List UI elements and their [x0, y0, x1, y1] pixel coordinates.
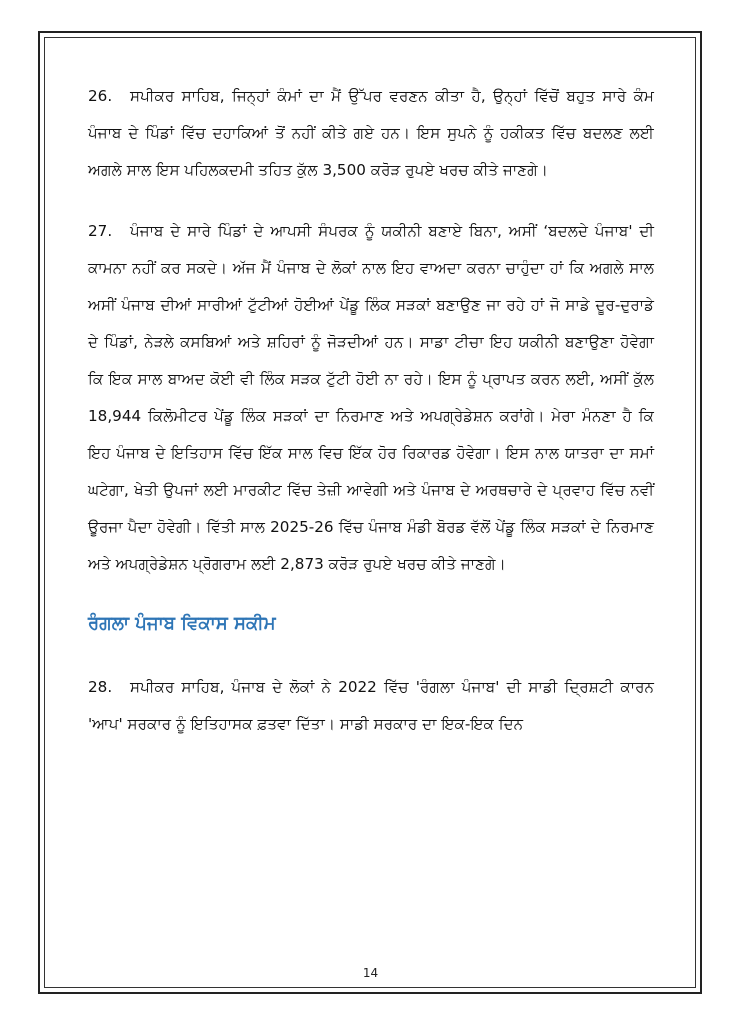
paragraph-27	[88, 213, 654, 583]
paragraph-number: 27.	[88, 222, 113, 240]
paragraph-number: 26.	[88, 87, 113, 105]
paragraph-26	[88, 78, 654, 189]
section-heading: ਰੰਗਲਾ ਪੰਜਾਬ ਵਿਕਾਸ ਸਕੀਮ	[88, 613, 276, 634]
paragraph-28	[88, 669, 654, 743]
paragraph-text: ਸਪੀਕਰ ਸਾਹਿਬ, ਜਿਨ੍ਹਾਂ ਕੰਮਾਂ ਦਾ ਮੈਂ ਉੱਪਰ ਵਰਣਨ ਕੀਤਾ ਹੈ, ਉਨ੍ਹਾਂ ਵਿੱਚੋਂ ਬਹੁਤ ਸਾਰੇ ਕੰਮ ਪੰਜਾਬ ਦੇ ਪਿੰਡਾਂ ਵਿੱਚ ਦਹਾਕਿਆਂ ਤੋਂ ਨਹੀਂ ਕੀਤੇ ਗਏ ਹਨ। ਇਸ ਸੁਪਨੇ ਨੂੰ ਹਕੀਕਤ ਵਿੱਚ ਬਦਲਣ ਲਈ ਅਗਲੇ ਸਾਲ ਇਸ ਪਹਿਲਕਦਮੀ ਤਹਿਤ ਕੁੱਲ 3,500 ਕਰੋੜ ਰੁਪਏ ਖਰਚ ਕੀਤੇ ਜਾਣਗੇ।	[88, 87, 654, 179]
paragraph-number: 28.	[88, 678, 113, 696]
paragraph-text: ਸਪੀਕਰ ਸਾਹਿਬ, ਪੰਜਾਬ ਦੇ ਲੋਕਾਂ ਨੇ 2022 ਵਿੱਚ 'ਰੰਗਲਾ ਪੰਜਾਬ' ਦੀ ਸਾਡੀ ਦ੍ਰਿਸ਼ਟੀ ਕਾਰਨ 'ਆਪ' ਸਰਕਾਰ ਨੂੰ ਇਤਿਹਾਸਕ ਫ਼ਤਵਾ ਦਿੱਤਾ। ਸਾਡੀ ਸਰਕਾਰ ਦਾ ਇਕ-ਇਕ ਦਿਨ	[88, 678, 654, 733]
page-number: 14	[362, 966, 379, 980]
paragraph-text: ਪੰਜਾਬ ਦੇ ਸਾਰੇ ਪਿੰਡਾਂ ਦੇ ਆਪਸੀ ਸੰਪਰਕ ਨੂੰ ਯਕੀਨੀ ਬਣਾਏ ਬਿਨਾ, ਅਸੀਂ ‘ਬਦਲਦੇ ਪੰਜਾਬ' ਦੀ ਕਾਮਨਾ ਨਹੀਂ ਕਰ ਸਕਦੇ। ਅੱਜ ਮੈਂ ਪੰਜਾਬ ਦੇ ਲੋਕਾਂ ਨਾਲ ਇਹ ਵਾਅਦਾ ਕਰਨਾ ਚਾਹੁੰਦਾ ਹਾਂ ਕਿ ਅਗਲੇ ਸਾਲ ਅਸੀਂ ਪੰਜਾਬ ਦੀਆਂ ਸਾਰੀਆਂ ਟੁੱਟੀਆਂ ਹੋਈਆਂ ਪੇਂਡੂ ਲਿੰਕ ਸੜਕਾਂ ਬਣਾਉਣ ਜਾ ਰਹੇ ਹਾਂ ਜੋ ਸਾਡੇ ਦੂਰ-ਦੁਰਾਡੇ ਦੇ ਪਿੰਡਾਂ, ਨੇੜਲੇ ਕਸਬਿਆਂ ਅਤੇ ਸ਼ਹਿਰਾਂ ਨੂੰ ਜੋੜਦੀਆਂ ਹਨ। ਸਾਡਾ ਟੀਚਾ ਇਹ ਯਕੀਨੀ ਬਣਾਉਣਾ ਹੋਵੇਗਾ ਕਿ ਇਕ ਸਾਲ ਬਾਅਦ ਕੋਈ ਵੀ ਲਿੰਕ ਸੜਕ ਟੁੱਟੀ ਹੋਈ ਨਾ ਰਹੇ। ਇਸ ਨੂੰ ਪ੍ਰਾਪਤ ਕਰਨ ਲਈ, ਅਸੀਂ ਕੁੱਲ 18,944 ਕਿਲੋਮੀਟਰ ਪੇਂਡੂ ਲਿੰਕ ਸੜਕਾਂ ਦਾ ਨਿਰਮਾਣ ਅਤੇ ਅਪਗ੍ਰੇਡੇਸ਼ਨ ਕਰਾਂਗੇ। ਮੇਰਾ ਮੰਨਣਾ ਹੈ ਕਿ ਇਹ ਪੰਜਾਬ ਦੇ ਇਤਿਹਾਸ ਵਿੱਚ ਇੱਕ ਸਾਲ ਵਿਚ ਇੱਕ ਹੋਰ ਰਿਕਾਰਡ ਹੋਵੇਗਾ। ਇਸ ਨਾਲ ਯਾਤਰਾ ਦਾ ਸਮਾਂ ਘਟੇਗਾ, ਖੇਤੀ ਉਪਜਾਂ ਲਈ ਮਾਰਕੀਟ ਵਿੱਚ ਤੇਜ਼ੀ ਆਵੇਗੀ ਅਤੇ ਪੰਜਾਬ ਦੇ ਅਰਥਚਾਰੇ ਦੇ ਪ੍ਰਵਾਹ ਵਿੱਚ ਨਵੀਂ ਊਰਜਾ ਪੈਦਾ ਹੋਵੇਗੀ। ਵਿੱਤੀ ਸਾਲ 2025-26 ਵਿੱਚ ਪੰਜਾਬ ਮੰਡੀ ਬੋਰਡ ਵੱਲੋਂ ਪੇਂਡੂ ਲਿੰਕ ਸੜਕਾਂ ਦੇ ਨਿਰਮਾਣ ਅਤੇ ਅਪਗ੍ਰੇਡੇਸ਼ਨ ਪ੍ਰੋਗਰਾਮ ਲਈ 2,873 ਕਰੋੜ ਰੁਪਏ ਖਰਚ ਕੀਤੇ ਜਾਣਗੇ।	[88, 222, 654, 573]
document-body	[88, 78, 654, 767]
